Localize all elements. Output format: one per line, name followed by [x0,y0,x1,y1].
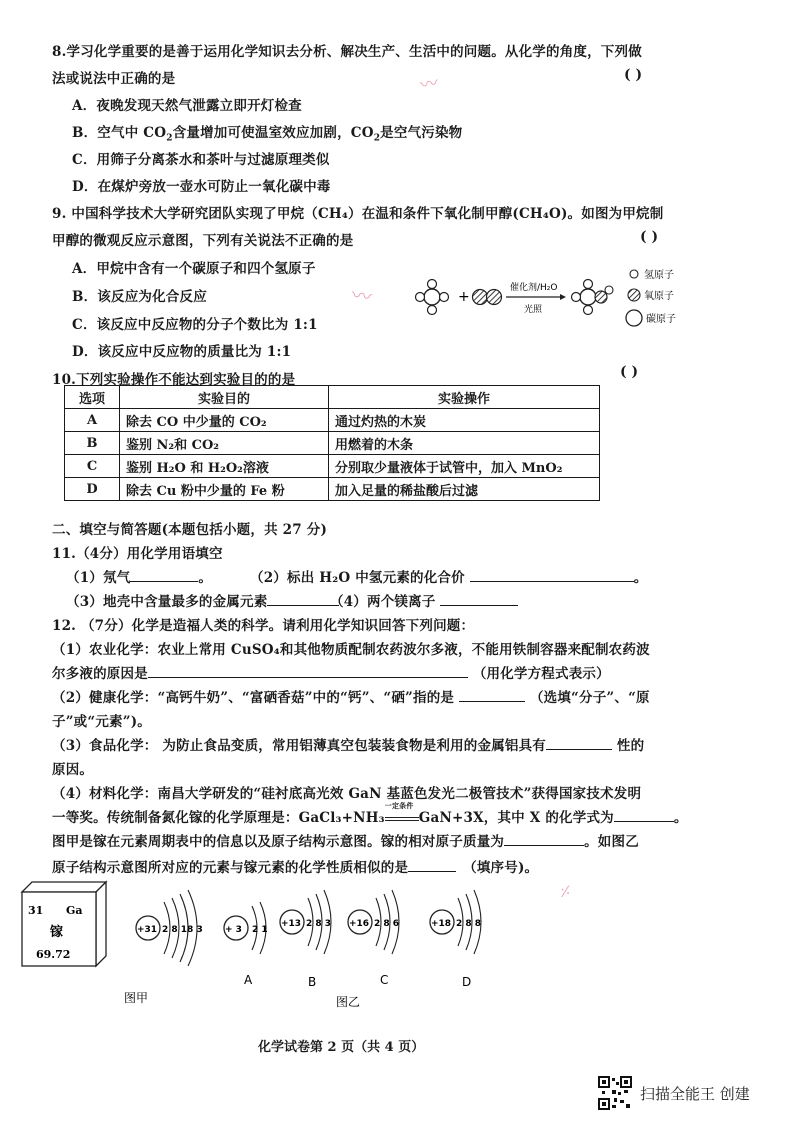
table-cell: D [65,478,120,501]
q8-option-a: A．夜晚发现天然气泄露立即开灯检查 [72,98,302,114]
atom-a-diagram [224,902,268,987]
atom-structure-figures [14,870,514,1010]
atom-d-label: D [462,975,472,989]
legend-carbon: 碳原子 [646,314,676,325]
handwriting-mark: ⸓ [560,882,571,901]
q8-answer-paren: ( ) [624,67,643,83]
q10-stem: 10.下列实验操作不能达到实验目的的是 [52,372,296,388]
atom-a-shells: 2 1 [252,925,268,935]
catalyst-label: 催化剂/H₂O [510,283,558,293]
q10-answer-paren: ( ) [620,364,639,380]
q12-part1-line2: 尔多液的原因是 （用化学方程式表示） [52,666,610,682]
table-header-aim: 实验目的 [120,386,329,409]
atom-c-diagram [348,890,399,987]
ga-nucleus: +31 [137,925,158,935]
q9-reaction-diagram [410,262,690,342]
atom-d-diagram [430,890,481,989]
table-row [65,455,600,478]
figure-jia-label: 图甲 [124,991,149,1005]
table-cell: 鉴别 H₂O 和 H₂O₂溶液 [120,455,329,478]
oxygen-molecule-icon [473,290,502,305]
atom-a-nucleus: + 3 [225,925,242,935]
q11-part2: （2）标出 H₂O 中氢元素的化合价 。 [250,570,648,586]
table-cell: A [65,409,120,432]
q12-part2-line2: 子”或“元素”)。 [52,714,151,730]
atom-a-label: A [244,973,253,987]
q9-option-b: B．该反应为化合反应 [72,289,207,305]
atom-c-label: C [380,973,389,987]
table-cell: 分别取少量液体于试管中，加入 MnO₂ [329,455,600,478]
q9-option-a: A．甲烷中含有一个碳原子和四个氢原子 [72,261,316,277]
atom-b-nucleus: +13 [281,919,302,929]
table-cell: 除去 CO 中少量的 CO₂ [120,409,329,432]
q9-option-c: C．该反应中反应物的分子个数比为 1:1 [72,317,318,333]
atom-b-label: B [308,975,317,989]
q12-part3-line1: （3）食品化学： 为防止食品变质，常用铝薄真空包装装食物是利用的金属铝具有 性的 [52,738,645,754]
table-cell: 除去 Cu 粉中少量的 Fe 粉 [120,478,329,501]
q12-part4-line3: 图甲是镓在元素周期表中的信息以及原子结构示意图。镓的相对原子质量为 。如图乙 [52,834,639,850]
q11-part4: （4）两个镁离子 [330,590,518,610]
q8-option-c: C．用筛子分离茶水和茶叶与过滤原理类似 [72,152,330,168]
q12-part4-line4: 原子结构示意图所对应的元素与镓元素的化学性质相似的是 （填序号)。 [52,860,539,876]
q8-option-b: B．空气中 $CO_2$含量增加可使温室效应加剧，$CO_2$是空气污染物 [72,125,463,144]
q12-part3-line2: 原因。 [52,762,94,778]
legend-oxygen: 氧原子 [644,291,674,302]
plus-sign: + [458,289,470,305]
q11-part1: （1）氖气 。 [66,570,213,586]
q12-part4-line2: 一等奖。传统制备氮化镓的化学原理是：GaCl₃+NH₃ 一定条件 GaN+3X，其中 X 的化学式为 。 [52,801,688,826]
table-cell: 加入足量的稀盐酸后过滤 [329,478,600,501]
table-cell: C [65,455,120,478]
q8-stem-line2: 法或说法中正确的是 [52,71,176,87]
scanner-brand-text: 扫描全能王 创建 [640,1085,750,1103]
q12-part1-line1: （1）农业化学：农业上常用 CuSO₄和其他物质配制农药波尔多液，不能用铁制容器来配制农药波 [52,642,650,658]
handwriting-mark: 〰 [418,72,440,97]
q11-stem: 11.（4分）用化学用语填空 [52,546,223,562]
atomic-mass: 69.72 [36,948,71,961]
figure-yi-label: 图乙 [336,995,361,1009]
q12-part2-line1: （2）健康化学：“高钙牛奶”、“富硒香菇”中的“钙”、“硒”指的是 （选填“分子”、“原 [52,690,650,706]
legend-hydrogen: 氢原子 [644,270,674,281]
q10-experiment-table [64,385,600,501]
table-row [65,409,600,432]
oxygen-atom-legend-icon [628,289,640,301]
table-cell: 鉴别 N₂和 CO₂ [120,432,329,455]
q8-stem-line1: 8.学习化学重要的是善于运用化学知识去分析、解决生产、生活中的问题。从化学的角度，下列做 [52,44,642,60]
section2-heading: 二、填空与简答题(本题包括小题，共 27 分) [52,522,328,538]
ga-shells: 2 8 18 3 [162,925,203,935]
methanol-molecule-icon [572,280,614,315]
atom-b-shells: 2 8 3 [306,919,332,929]
q12-part4-line1: （4）材料化学：南昌大学研发的“硅衬底高光效 GaN 基蓝色发光二极管技术”获得国家技术发明 [52,786,642,802]
handwriting-mark: 〰 [350,282,374,310]
atom-b-diagram [280,890,331,989]
table-header-row [65,386,600,409]
table-header-option: 选项 [65,386,120,409]
table-cell: 通过灼热的木炭 [329,409,600,432]
q11-part3: （3）地壳中含量最多的金属元素 [66,590,339,610]
ga-atom-diagram [136,890,203,966]
hydrogen-atom-legend-icon [630,270,638,278]
atomic-number: 31 [28,904,44,917]
table-row [65,478,600,501]
atom-d-shells: 2 8 8 [456,919,482,929]
methane-molecule-icon [416,280,449,315]
element-symbol: Ga [66,904,83,917]
periodic-table-cell [22,882,106,966]
q8-option-d: D．在煤炉旁放一壶水可防止一氧化碳中毒 [72,179,331,195]
atom-d-nucleus: +18 [431,919,452,929]
q9-stem-line1: 9. 中国科学技术大学研究团队实现了甲烷（CH₄）在温和条件下氧化制甲醇(CH₄O)。如图为甲烷制 [52,206,664,222]
q9-option-d: D．该反应中反应物的质量比为 1:1 [72,344,292,360]
table-header-operation: 实验操作 [329,386,600,409]
q9-answer-paren: ( ) [640,229,659,245]
table-cell: B [65,432,120,455]
page-footer: 化学试卷第 2 页（共 4 页） [258,1040,425,1055]
reaction-condition-label: 一定条件 [384,801,414,810]
light-label: 光照 [524,305,543,315]
carbon-atom-legend-icon [626,310,642,326]
table-cell: 用燃着的木条 [329,432,600,455]
q12-stem: 12. （7分）化学是造福人类的科学。请利用化学知识回答下列问题： [52,618,475,634]
q9-stem-line2: 甲醇的微观反应示意图，下列有关说法不正确的是 [52,233,354,249]
qr-code-icon [598,1076,632,1110]
atom-c-nucleus: +16 [349,919,370,929]
element-name: 镓 [50,925,64,940]
atom-c-shells: 2 8 6 [374,919,400,929]
table-row [65,432,600,455]
